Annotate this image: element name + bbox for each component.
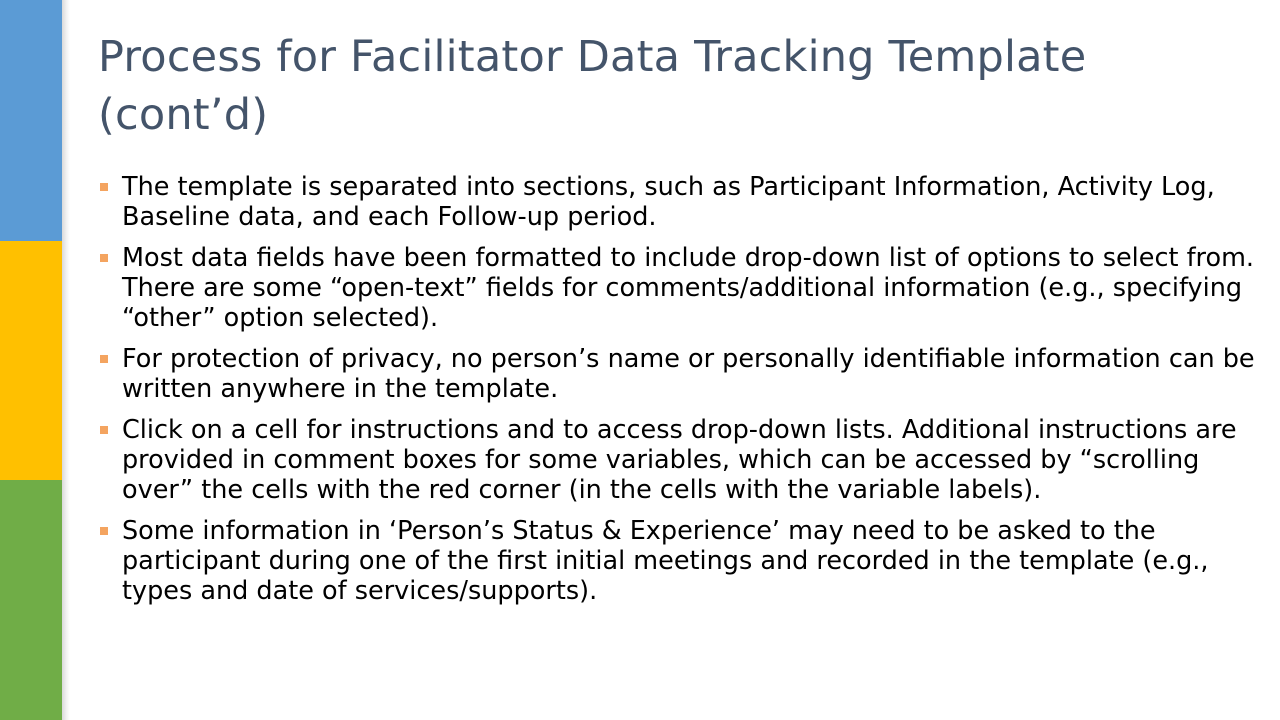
bullet-text: Some information in ‘Person’s Status & Experience’ may need to be asked to the participant during one of the first initial meetings and recorded in the template (e.g., types and date of services/supports). [122,516,1209,606]
square-bullet-icon [100,527,108,535]
bullet-item [100,344,1260,404]
bullet-list [100,172,1260,617]
bullet-item [100,516,1260,606]
bullet-text: Click on a cell for instructions and to access drop-down lists. Additional instructions are provided in comment boxes for some variables, which can be accessed by “scrolling over” the cells with the red corner (in the cells with the variable labels). [122,415,1237,505]
square-bullet-icon [100,183,108,191]
accent-bar [0,0,62,720]
accent-bar-yellow-segment [0,241,62,480]
bullet-text: The template is separated into sections, such as Participant Information, Activity Log, Baseline data, and each Follow-up period. [122,172,1215,232]
square-bullet-icon [100,426,108,434]
bullet-item [100,172,1260,232]
accent-bar-shadow [62,0,70,720]
accent-bar-blue-segment [0,0,62,241]
square-bullet-icon [100,254,108,262]
accent-bar-green-segment [0,480,62,720]
bullet-text: For protection of privacy, no person’s name or personally identifiable information can be written anywhere in the template. [122,344,1255,404]
bullet-item [100,415,1260,505]
square-bullet-icon [100,355,108,363]
bullet-item [100,243,1260,333]
bullet-text: Most data fields have been formatted to include drop-down list of options to select from. There are some “open-text” fields for comments/additional information (e.g., specifying “other” option selected). [122,243,1255,333]
slide-title: Process for Facilitator Data Tracking Template (cont’d) [98,32,1087,140]
